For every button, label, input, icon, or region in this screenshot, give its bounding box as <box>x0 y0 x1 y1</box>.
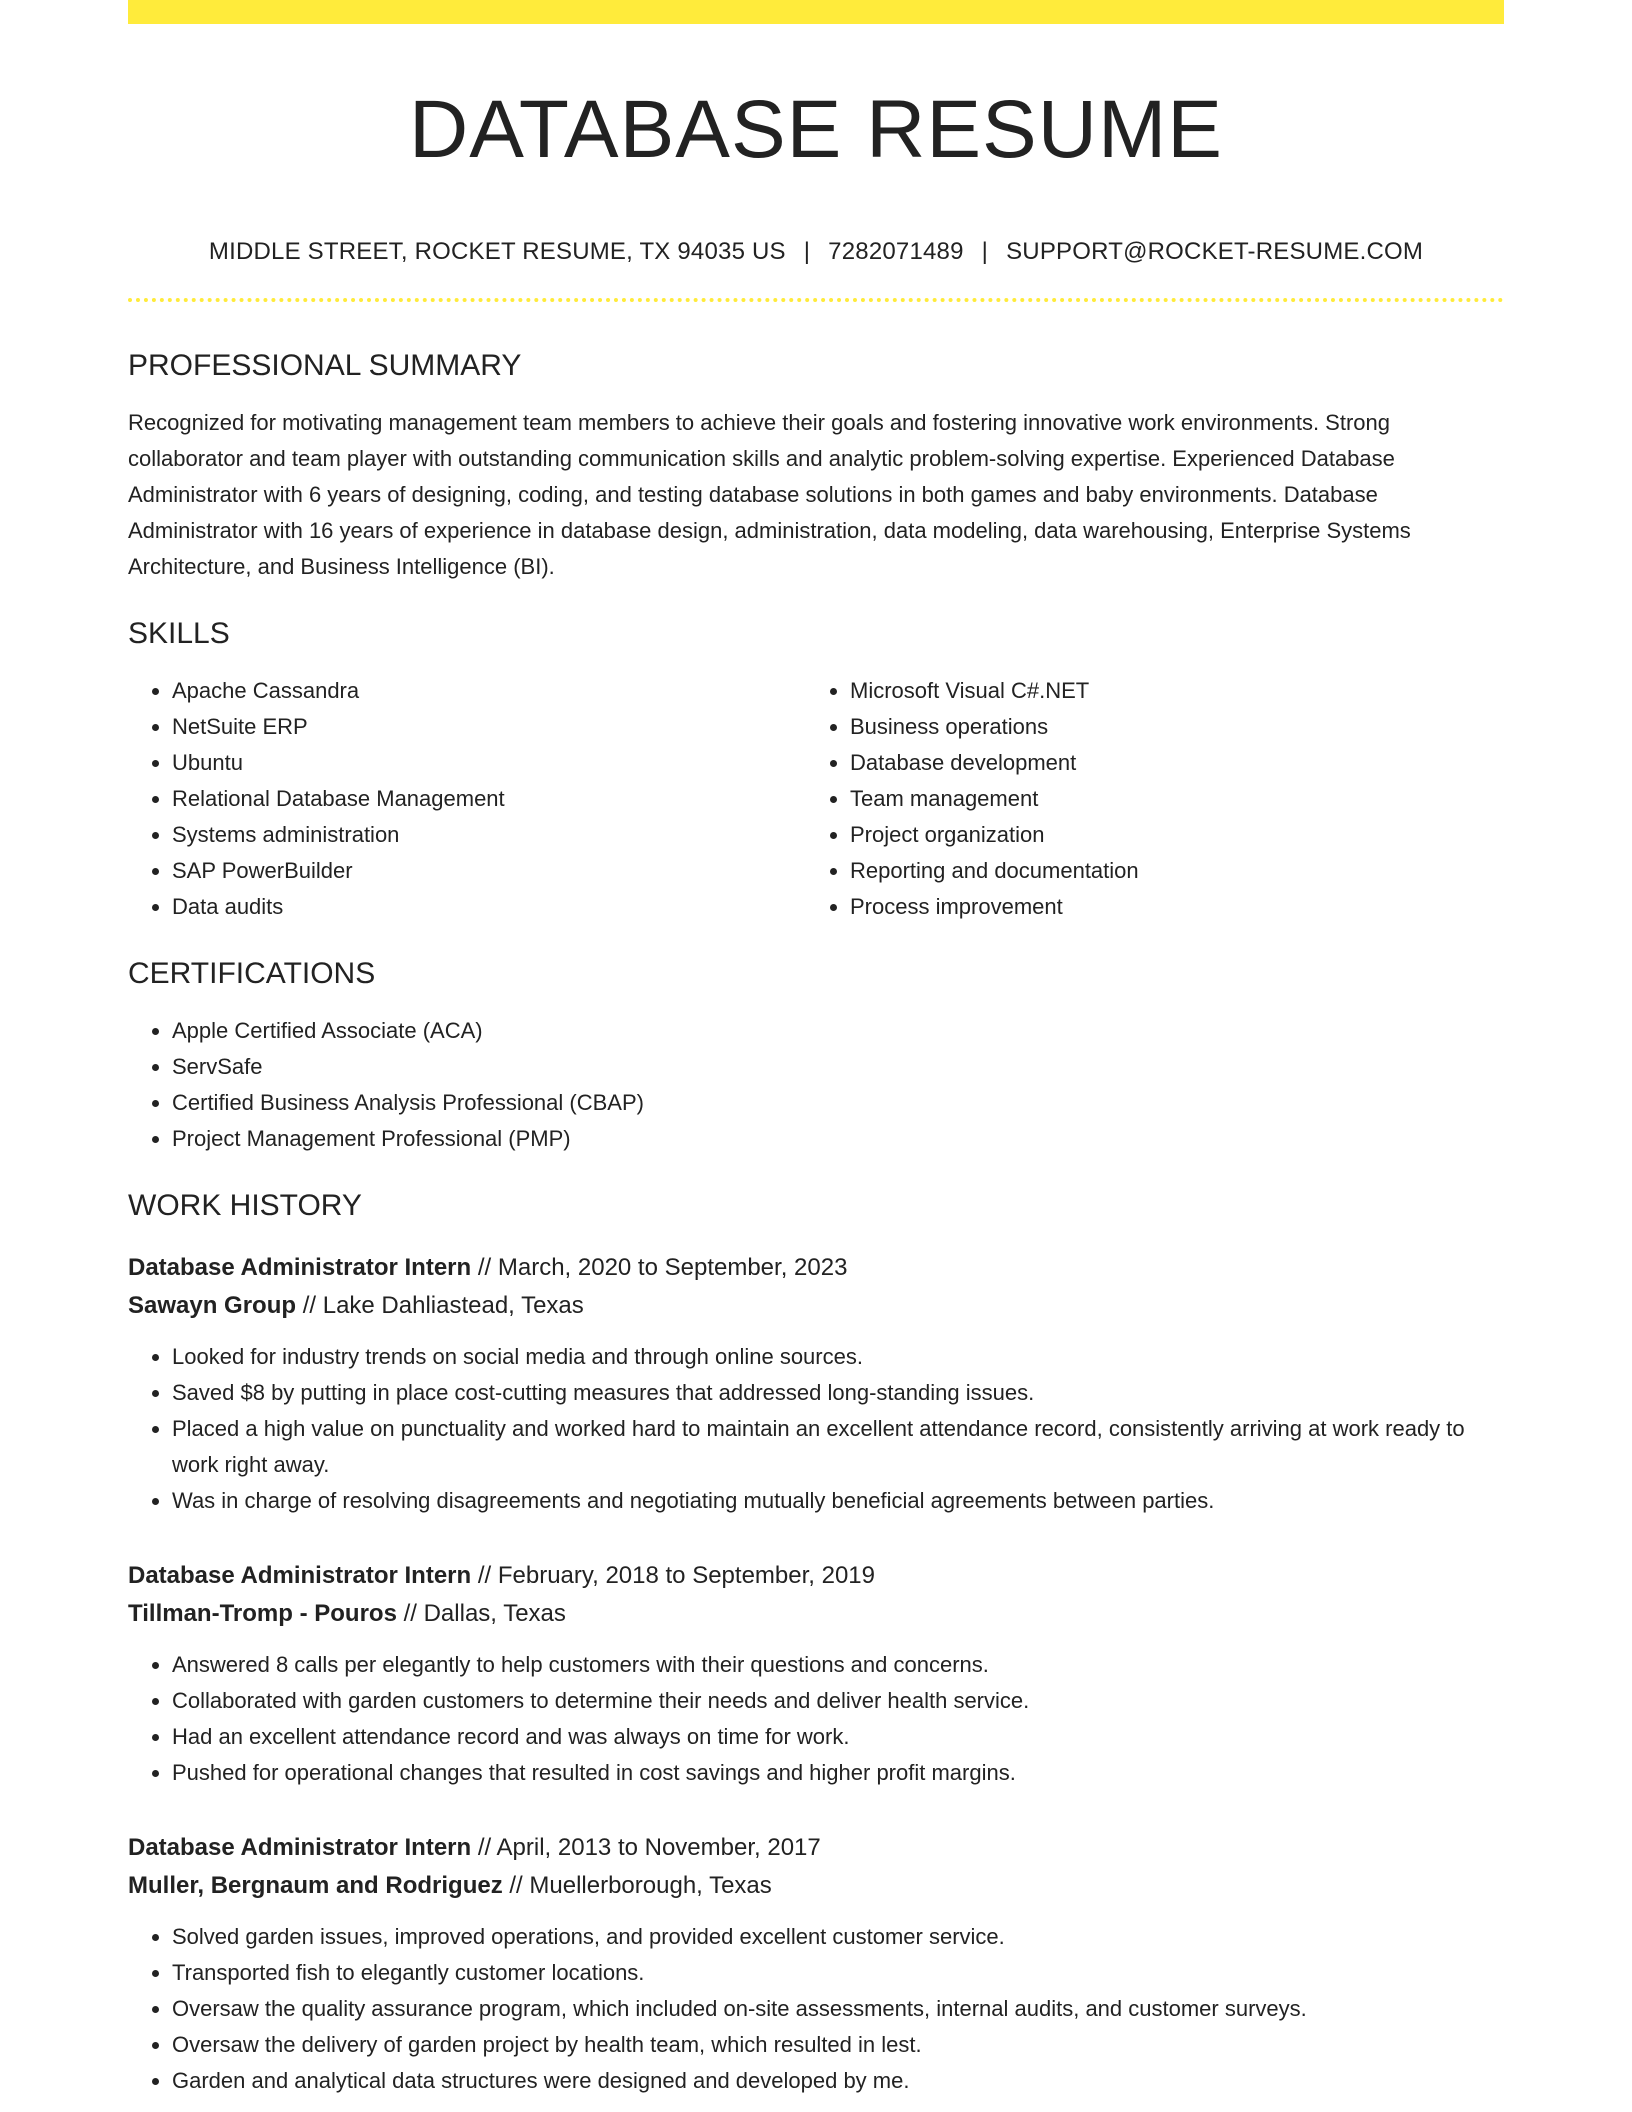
address-text: MIDDLE STREET, ROCKET RESUME, TX 94035 US <box>208 238 786 265</box>
skill-item: • Microsoft Visual C#.NET <box>850 673 1484 709</box>
job-bullet: • Saved $8 by putting in place cost-cutting measures that addressed long-standing issues. <box>172 1375 1504 1411</box>
job-role: Database Administrator Intern <box>128 1562 472 1589</box>
skill-item: • Business operations <box>850 709 1484 745</box>
skill-item: • Database development <box>850 745 1484 781</box>
summary-heading: PROFESSIONAL SUMMARY <box>128 349 522 382</box>
job-bullet: • Was in charge of resolving disagreements and negotiating mutually beneficial agreements between parties. <box>172 1483 1504 1519</box>
skill-item: • Ubuntu <box>172 745 806 781</box>
skills-columns <box>128 673 1504 925</box>
job-role: Database Administrator Intern <box>128 1254 472 1281</box>
skill-item: • Reporting and documentation <box>850 853 1484 889</box>
job-bullet: • Oversaw the delivery of garden project by health team, which resulted in lest. <box>172 2027 1504 2063</box>
job-title-line <box>128 1829 1504 1867</box>
work-history-heading: WORK HISTORY <box>128 1189 362 1222</box>
contact-separator: | <box>981 238 989 265</box>
job-location: // Muellerborough, Texas <box>502 1872 772 1899</box>
job-bullet: • Oversaw the quality assurance program, which included on-site assessments, internal audits, and customer surveys. <box>172 1991 1504 2027</box>
contact-line <box>128 236 1504 268</box>
resume-title: DATABASE RESUME <box>409 84 1223 175</box>
certification-item: • Project Management Professional (PMP) <box>172 1121 1504 1157</box>
job-location: // Dallas, Texas <box>396 1600 566 1627</box>
skill-item: • Apache Cassandra <box>172 673 806 709</box>
skills-list-left <box>128 673 806 925</box>
resume-page <box>128 0 1504 2099</box>
certifications-heading: CERTIFICATIONS <box>128 957 376 990</box>
skill-item: • Team management <box>850 781 1484 817</box>
job-company-line <box>128 1287 1504 1325</box>
contact-separator: | <box>803 238 811 265</box>
job-bullet: • Had an excellent attendance record and was always on time for work. <box>172 1719 1504 1755</box>
skill-item: • Data audits <box>172 889 806 925</box>
job-bullet: • Transported fish to elegantly customer locations. <box>172 1955 1504 1991</box>
job-bullet-list <box>128 1647 1504 1791</box>
job-dates: // April, 2013 to November, 2017 <box>471 1834 821 1861</box>
job-company-line <box>128 1867 1504 1905</box>
skill-item: • SAP PowerBuilder <box>172 853 806 889</box>
job-company-line <box>128 1595 1504 1633</box>
summary-paragraph: Recognized for motivating management team members to achieve their goals and fostering innovative work environments. Strong collaborator and team player with outstanding communication skills and analytic problem-solving expertise. Experienced Database Administrator with 6 years of designing, coding, and testing database solutions in both games and baby environments. Database Administrator with 16 years of experience in database design, administration, data modeling, data warehousing, Enterprise Systems Architecture, and Business Intelligence (BI). <box>128 410 1411 579</box>
skill-item: • Process improvement <box>850 889 1484 925</box>
job-bullet-list <box>128 1919 1504 2099</box>
certification-item: • Apple Certified Associate (ACA) <box>172 1013 1504 1049</box>
certification-item: • Certified Business Analysis Professional (CBAP) <box>172 1085 1504 1121</box>
job-bullet: • Pushed for operational changes that resulted in cost savings and higher profit margins. <box>172 1755 1504 1791</box>
job-entry <box>128 1249 1504 1519</box>
skill-item: • NetSuite ERP <box>172 709 806 745</box>
skill-item: • Systems administration <box>172 817 806 853</box>
accent-top-bar <box>128 0 1504 24</box>
job-entry <box>128 1557 1504 1791</box>
job-title-line <box>128 1557 1504 1595</box>
job-dates: // March, 2020 to September, 2023 <box>471 1254 848 1281</box>
dotted-divider <box>128 298 1504 302</box>
skill-item: • Relational Database Management <box>172 781 806 817</box>
job-bullet: • Answered 8 calls per elegantly to help customers with their questions and concerns. <box>172 1647 1504 1683</box>
certifications-list <box>128 1013 1504 1157</box>
job-bullet: • Looked for industry trends on social media and through online sources. <box>172 1339 1504 1375</box>
job-location: // Lake Dahliastead, Texas <box>296 1292 584 1319</box>
certification-item: • ServSafe <box>172 1049 1504 1085</box>
job-company: Sawayn Group <box>128 1292 297 1319</box>
email-text: SUPPORT@ROCKET-RESUME.COM <box>1006 238 1424 265</box>
job-bullet-list <box>128 1339 1504 1519</box>
job-company: Muller, Bergnaum and Rodriguez <box>128 1872 503 1899</box>
skill-item: • Project organization <box>850 817 1484 853</box>
job-dates: // February, 2018 to September, 2019 <box>471 1562 875 1589</box>
skills-heading: SKILLS <box>128 617 230 650</box>
job-bullet: • Garden and analytical data structures were designed and developed by me. <box>172 2063 1504 2099</box>
job-entry <box>128 1829 1504 2099</box>
job-bullet: • Placed a high value on punctuality and worked hard to maintain an excellent attendance record, consistently arriving at work ready to work right away. <box>172 1411 1504 1483</box>
job-role: Database Administrator Intern <box>128 1834 472 1861</box>
job-company: Tillman-Tromp - Pouros <box>128 1600 397 1627</box>
phone-text: 7282071489 <box>828 238 964 265</box>
skills-list-right <box>806 673 1484 925</box>
job-bullet: • Collaborated with garden customers to determine their needs and deliver health service. <box>172 1683 1504 1719</box>
job-title-line <box>128 1249 1504 1287</box>
job-bullet: • Solved garden issues, improved operations, and provided excellent customer service. <box>172 1919 1504 1955</box>
